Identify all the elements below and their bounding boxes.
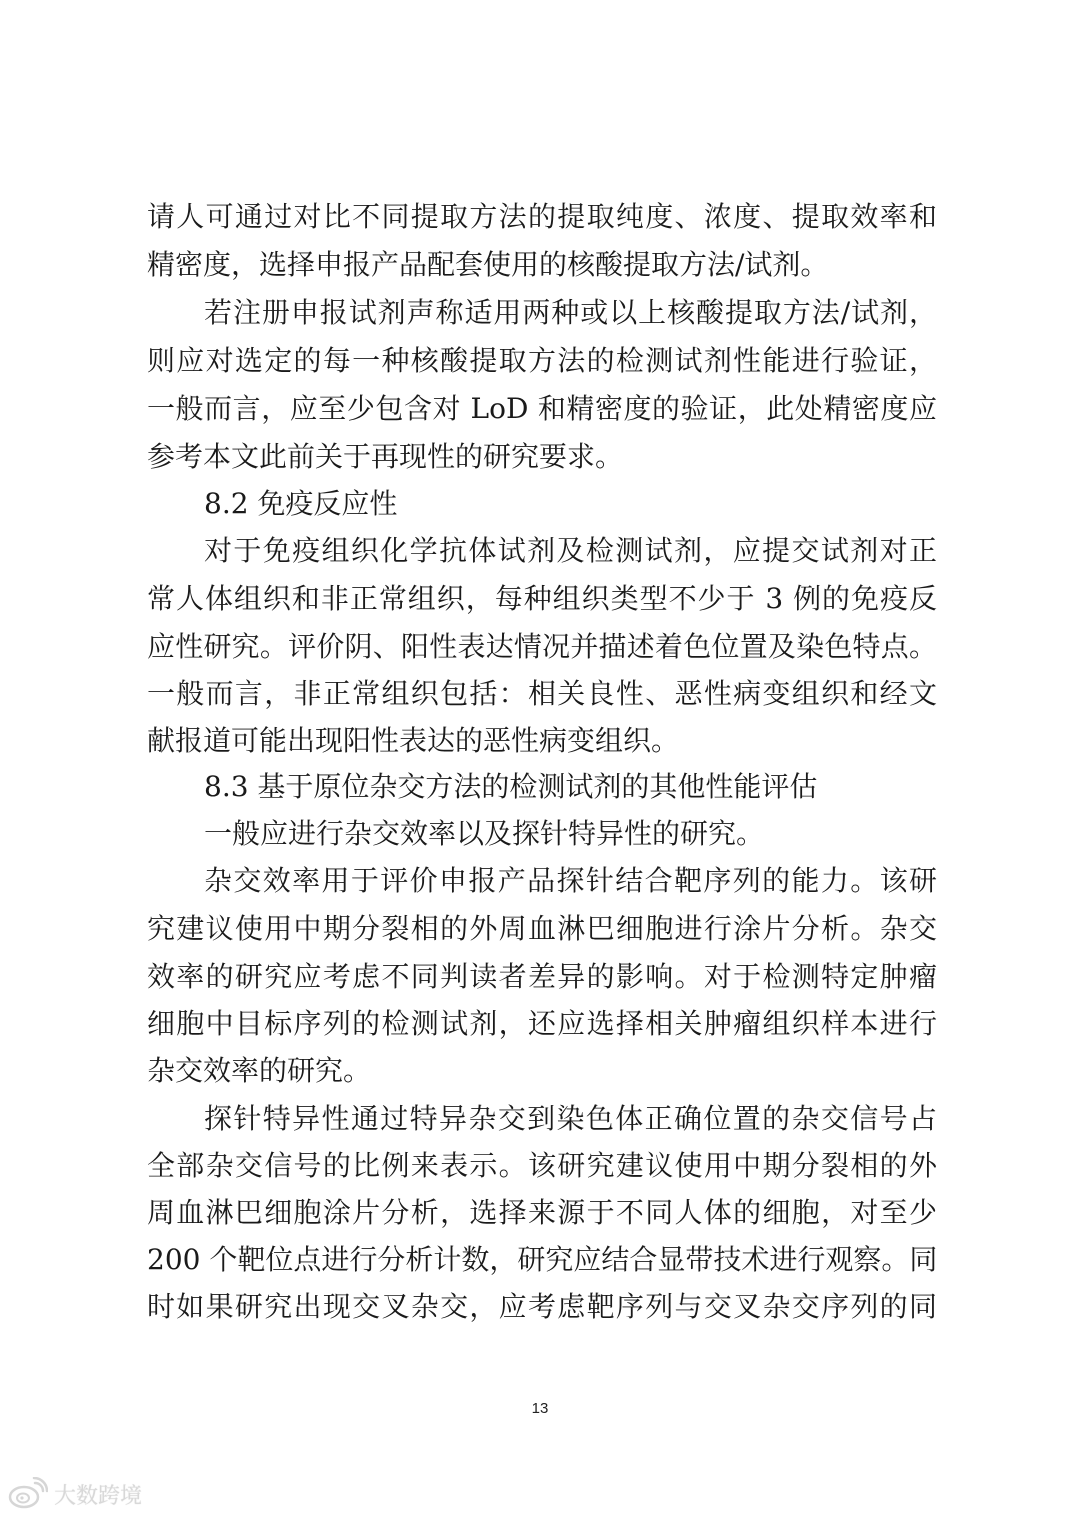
text-line: 时如果研究出现交叉杂交，应考虑靶序列与交叉杂交序列的同 xyxy=(147,1290,937,1323)
text-line: 请人可通过对比不同提取方法的提取纯度、浓度、提取效率和 xyxy=(147,200,937,233)
text-line: 200 个靶位点进行分析计数，研究应结合显带技术进行观察。同 xyxy=(147,1243,938,1276)
text-line: 全部杂交信号的比例来表示。该研究建议使用中期分裂相的外 xyxy=(147,1149,937,1182)
text-line: 献报道可能出现阳性表达的恶性病变组织。 xyxy=(147,724,680,757)
text-line: 参考本文此前关于再现性的研究要求。 xyxy=(147,440,624,473)
text-line: 精密度，选择申报产品配套使用的核酸提取方法/试剂。 xyxy=(147,248,829,281)
watermark-text: 大数跨境 xyxy=(54,1483,143,1509)
text-line: 则应对选定的每一种核酸提取方法的检测试剂性能进行验证， xyxy=(147,344,937,377)
text-line: 杂交效率的研究。 xyxy=(147,1054,372,1087)
text-line: 一般而言，应至少包含对 LoD 和精密度的验证，此处精密度应 xyxy=(147,392,937,425)
text-line: 杂交效率用于评价申报产品探针结合靶序列的能力。该研 xyxy=(204,864,937,897)
text-line: 应性研究。评价阴、阳性表达情况并描述着色位置及染色特点。 xyxy=(147,630,937,663)
page-number: 13 xyxy=(531,1400,549,1417)
section-heading: 8.3 基于原位杂交方法的检测试剂的其他性能评估 xyxy=(204,770,818,803)
text-line: 效率的研究应考虑不同判读者差异的影响。对于检测特定肿瘤 xyxy=(147,960,937,993)
text-line: 常人体组织和非正常组织，每种组织类型不少于 3 例的免疫反 xyxy=(147,582,937,615)
text-line: 对于免疫组织化学抗体试剂及检测试剂，应提交试剂对正 xyxy=(204,534,937,567)
text-line: 若注册申报试剂声称适用两种或以上核酸提取方法/试剂， xyxy=(204,296,937,329)
section-heading: 8.2 免疫反应性 xyxy=(204,487,398,520)
text-line: 细胞中目标序列的检测试剂，还应选择相关肿瘤组织样本进行 xyxy=(147,1007,937,1040)
watermark xyxy=(8,1474,142,1514)
weibo-logo-icon xyxy=(8,1477,48,1511)
text-line: 探针特异性通过特异杂交到染色体正确位置的杂交信号占 xyxy=(204,1102,937,1135)
text-line: 一般应进行杂交效率以及探针特异性的研究。 xyxy=(204,817,765,850)
text-line: 一般而言，非正常组织包括：相关良性、恶性病变组织和经文 xyxy=(147,677,937,710)
text-line: 究建议使用中期分裂相的外周血淋巴细胞进行涂片分析。杂交 xyxy=(147,912,937,945)
text-line: 周血淋巴细胞涂片分析，选择来源于不同人体的细胞，对至少 xyxy=(147,1196,937,1229)
